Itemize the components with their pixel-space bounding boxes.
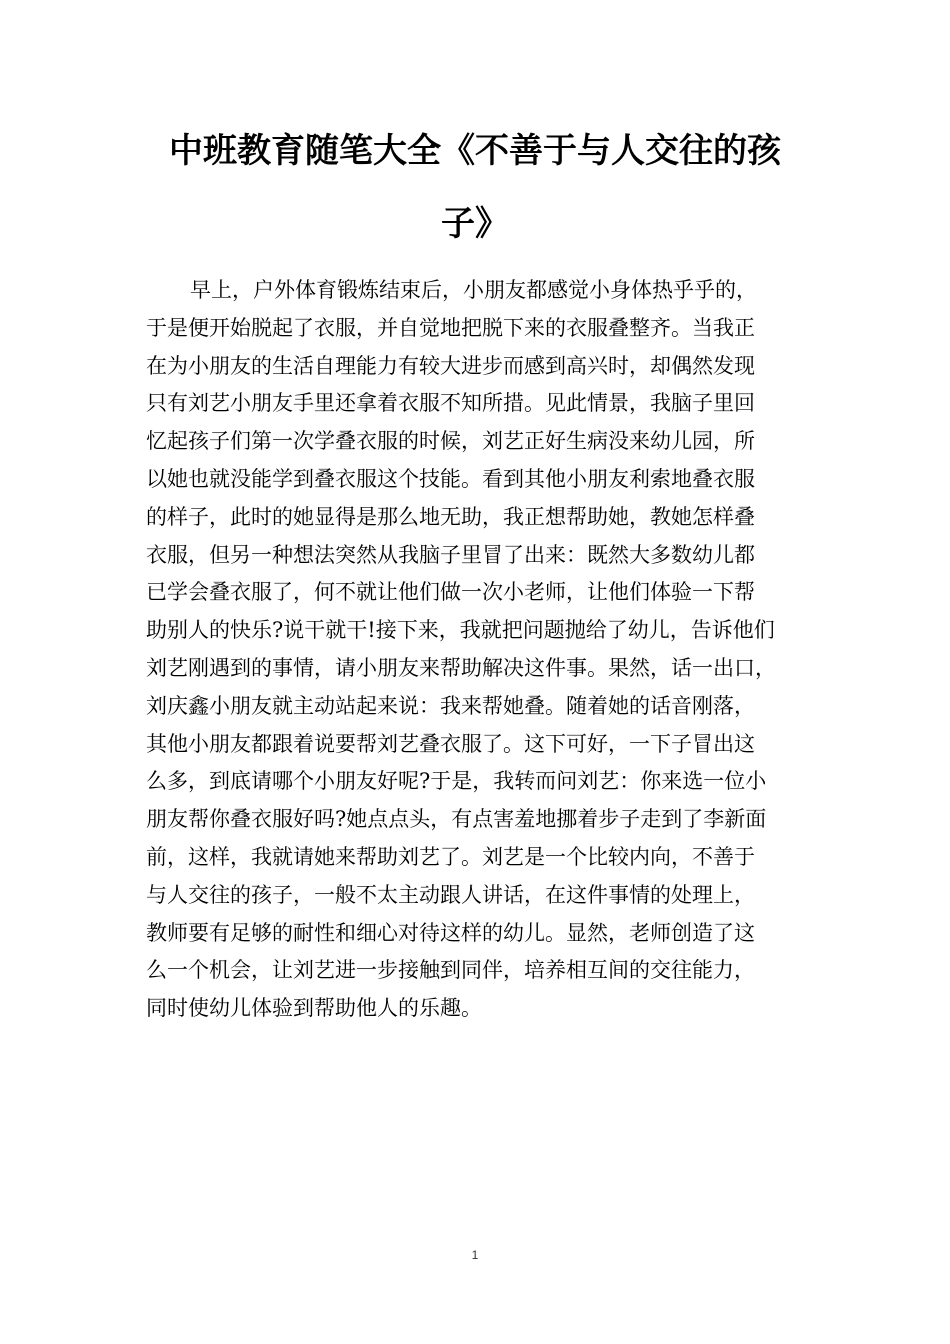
paragraph-line: 同时使幼儿体验到帮助他人的乐趣。 (146, 996, 482, 1021)
paragraph-line: 以她也就没能学到叠衣服这个技能。看到其他小朋友利索地叠衣服 (146, 466, 755, 491)
paragraph-line: 的样子，此时的她显得是那么地无助，我正想帮助她，教她怎样叠 (146, 504, 755, 529)
paragraph-line: 在为小朋友的生活自理能力有较大进步而感到高兴时，却偶然发现 (146, 353, 755, 378)
document-title-line-1: 中班教育随笔大全《不善于与人交往的孩 (169, 131, 781, 171)
paragraph-line: 前，这样，我就请她来帮助刘艺了。刘艺是一个比较内向，不善于 (146, 844, 755, 869)
paragraph-line: 么多，到底请哪个小朋友好呢?于是，我转而问刘艺：你来选一位小 (146, 769, 767, 794)
paragraph-line: 与人交往的孩子，一般不太主动跟人讲话，在这件事情的处理上， (146, 882, 755, 907)
paragraph-line: 已学会叠衣服了，何不就让他们做一次小老师，让他们体验一下帮 (146, 580, 755, 605)
document-title-line-2: 子》 (441, 204, 509, 244)
paragraph-line: 么一个机会，让刘艺进一步接触到同伴，培养相互间的交往能力， (146, 958, 755, 983)
page-number: 1 (471, 1248, 479, 1262)
paragraph-line: 助别人的快乐?说干就干!接下来，我就把问题抛给了幼儿，告诉他们 (146, 618, 775, 643)
paragraph-line: 其他小朋友都跟着说要帮刘艺叠衣服了。这下可好，一下子冒出这 (146, 731, 755, 756)
paragraph-line: 衣服，但另一种想法突然从我脑子里冒了出来：既然大多数幼儿都 (146, 542, 755, 567)
paragraph-line: 早上，户外体育锻炼结束后，小朋友都感觉小身体热乎乎的， (190, 278, 757, 302)
paragraph-line: 忆起孩子们第一次学叠衣服的时候，刘艺正好生病没来幼儿园，所 (146, 429, 755, 454)
paragraph-line: 刘庆鑫小朋友就主动站起来说：我来帮她叠。随着她的话音刚落， (146, 693, 755, 718)
paragraph-line: 刘艺刚遇到的事情，请小朋友来帮助解决这件事。果然，话一出口， (146, 655, 776, 680)
paragraph-line: 朋友帮你叠衣服好吗?她点点头，有点害羞地挪着步子走到了李新面 (146, 807, 767, 832)
body-paragraph (146, 272, 826, 1028)
paragraph-line: 只有刘艺小朋友手里还拿着衣服不知所措。见此情景，我脑子里回 (146, 391, 755, 416)
paragraph-line: 于是便开始脱起了衣服，并自觉地把脱下来的衣服叠整齐。当我正 (146, 315, 755, 340)
paragraph-line: 教师要有足够的耐性和细心对待这样的幼儿。显然，老师创造了这 (146, 920, 755, 945)
